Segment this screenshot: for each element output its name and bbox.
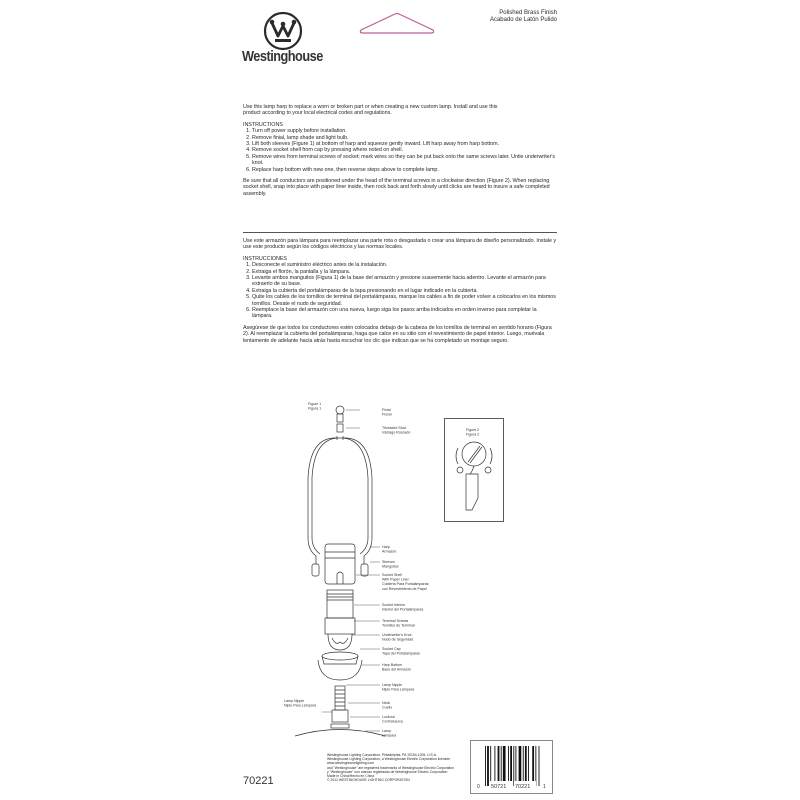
upc-middle-2: 70221 <box>515 784 531 790</box>
figure-1-part-label: Harp Bottom <box>382 663 403 667</box>
step: 3. Lift both sleeves (Figure 1) at bottom of harp and squeeze gently inward. Lift harp away from harp bottom. <box>252 141 557 147</box>
figure-1-part-label: Sleeves <box>382 560 395 564</box>
barcode-bar <box>510 746 512 786</box>
figure-1-part-label: Harp <box>382 545 390 549</box>
figure-1-part-label: Armazón <box>382 549 397 554</box>
spanish-section <box>243 238 557 344</box>
divider <box>243 232 557 233</box>
step: 3. Levante ambos manguitos (Figura 1) de la base del armazón y presione suavemente hacia adentro. Levante el armazón para extraerlo de su base. <box>252 275 557 288</box>
barcode-bar <box>535 746 536 786</box>
legal-line: Westinghouse Lighting Corporation, a Westinghouse Electric Corporation licensee <box>327 757 451 762</box>
figure-1-part-label: Neck <box>382 701 391 705</box>
figure-1-part-label: Threaded Stud <box>382 426 406 430</box>
barcode-bar <box>487 746 489 786</box>
figure-1-title: Figure 1 <box>308 402 322 406</box>
step: 2. Extraiga el florón, la pantalla y la lámpara. <box>252 269 557 275</box>
figure-1-part-label: Underwriter's Knot <box>382 633 412 637</box>
figure-1-part-label: Tapa del Portalámparas <box>382 651 420 656</box>
figure-1-part-label: Socket Cap <box>382 647 401 651</box>
step: 6. Reemplace la base del armazón con una nueva, luego siga los pasos arriba indicados en orden inverso para completar la lámpara. <box>252 307 557 320</box>
safety-note-es: Asegúrese de que todos los conductores estén colocados debajo de la cabeza de los tornillos de terminal en sentido horario (Figura 2). Al reemplazar la cubierta del portalámparas, haga que calce en su sitio con el revestimiento de papel interior. Luego, muévala lentamente de adelante hacia atrás hasta escuchar los clic que indican que se ha completado un montaje seguro. <box>243 324 552 344</box>
barcode-bar <box>490 746 491 786</box>
legal-line: © 2012 WESTINGHOUSE LIGHTING CORPORATION <box>327 778 410 783</box>
figure-1-part-label: Base del Armazón <box>382 667 412 672</box>
barcode-bar <box>498 746 500 786</box>
figure-1-part-label: With Paper Liner <box>382 577 409 582</box>
westinghouse-logo-icon <box>262 10 304 52</box>
finish-es: Acabado de Latón Pulido <box>489 17 557 23</box>
english-section <box>243 104 557 197</box>
legal-line: Westinghouse Lighting Corporation, Philadelphia, PA 19154-1205, U.S.A. <box>327 753 437 757</box>
barcode-bar <box>532 746 534 786</box>
safety-note: Be sure that all conductors are positioned under the head of the terminal screws in a clockwise direction (Figure 2). When replacing socket shell, snap into place with paper liner inside, then rock back and forth slowly until clicks are heard to insure a safe completed assembly. <box>243 178 550 197</box>
figure-1-part-label: Niple Para Lámpara <box>382 687 414 692</box>
figure-2-title-es: Figura 2 <box>466 432 480 437</box>
barcode-bar <box>513 746 514 786</box>
left-label-lamp-nipple-es: Niple Para Lámpara <box>284 703 316 708</box>
figure-1-part-label: Contratuerca <box>382 719 403 724</box>
figure-1-part-label: con Revestimiento de Papel <box>382 586 427 591</box>
step: 1. Desconecte el suministro eléctrico antes de la instalación. <box>252 262 557 268</box>
legal-line: Made in China/Hecho en China <box>327 774 375 779</box>
figure-1-title-es: Figura 1 <box>308 406 322 411</box>
hang-hole-icon <box>357 10 437 36</box>
finish-label <box>470 10 557 24</box>
barcode-bar <box>525 746 527 786</box>
barcode-bar <box>523 746 524 786</box>
figure-2-diagram <box>444 418 504 522</box>
barcode-bar <box>528 746 529 786</box>
figure-1-part-label: Finial <box>382 408 391 412</box>
figure-1-part-label: Socket Shell <box>382 573 402 577</box>
upc-barcode-box <box>470 740 553 794</box>
instructions-list-es <box>243 262 557 320</box>
sku-number: 70221 <box>243 775 274 787</box>
barcode-bar <box>515 746 516 786</box>
step: 4. Extraiga la cubierta del portalámparas de la tapa presionando en el lugar indicado en la cubierta. <box>252 288 557 294</box>
figure-1-part-label: Lámpara <box>382 733 397 738</box>
legal-line: y "Westinghouse" son marcas registradas de Westinghouse Electric Corporation <box>327 769 448 774</box>
barcode-bar <box>508 746 509 786</box>
figure-1-part-label: Lamp Nipple <box>382 683 403 687</box>
legal-line: and "Westinghouse" are registered trademarks of Westinghouse Electric Corporation <box>327 765 455 770</box>
figure-1-part-label: Cubierta Para Portalámparas <box>382 582 429 587</box>
figure-1-part-label: Locknut <box>382 715 395 719</box>
figure-1-part-label: Manguitos <box>382 564 399 569</box>
figure-1-part-label: Cuello <box>382 705 393 710</box>
instructions-list <box>243 128 557 173</box>
instructions-heading: INSTRUCTIONS <box>243 121 283 128</box>
step: 6. Replace harp bottom with new one, then reverse steps above to complete lamp. <box>252 167 557 173</box>
step: 1. Turn off power supply before installation. <box>252 128 557 134</box>
upc-right: 1 <box>543 784 546 790</box>
step: 4. Remove socket shell from cap by pressing where noted on shell. <box>252 147 557 153</box>
left-label-lamp-nipple: Lamp Nipple <box>284 699 305 703</box>
barcode-bar <box>503 746 506 786</box>
figure-1-part-label: Terminal Screws <box>382 619 409 623</box>
upc-middle-1: 50721 <box>491 784 507 790</box>
step: 5. Quite los cables de los tornillos de terminal del portalámparas, marque los cables a fin de poder volver a colocarlos en los mismos tornillos. Desate el nudo de seguridad. <box>252 294 557 307</box>
barcode-bar <box>485 746 486 786</box>
figure-1-part-label: Nudo de Seguridad <box>382 637 413 642</box>
step: 5. Remove wires from terminal screws of socket; mark wires so they can be put back onto the same screws later. Untie underwriter's knot. <box>252 154 557 167</box>
figure-1-part-label: Lamp <box>382 729 391 733</box>
intro-text-es: Use este armazón para lámpara para reemplazar una parte rota o desgastada o crear una lámpara de diseño personalizado. Instale y use este producto según los códigos eléctricos y las normas locales. <box>243 238 557 251</box>
intro-text: Use this lamp harp to replace a worn or broken part or when creating a new custom lamp. Install and use this product according to your local electrical codes and regulations. <box>243 104 498 117</box>
barcode-bar <box>539 746 540 786</box>
figure-1-part-label: Tornillos de Terminal <box>382 623 415 628</box>
upc-left: 0 <box>477 784 480 790</box>
instructions-heading-es: INSTRUCCIONES <box>243 255 287 262</box>
barcode-bar <box>501 746 502 786</box>
figure-1-part-label: Interior del Portalámparas <box>382 607 424 612</box>
step: 2. Remove finial, lamp shade and light bulb. <box>252 135 557 141</box>
barcode-icon <box>471 741 552 793</box>
figure-2-title: Figure 2 <box>466 428 480 432</box>
legal-text <box>327 753 467 782</box>
barcode-bar <box>494 746 495 786</box>
figure-1-part-label: Florón <box>382 412 393 417</box>
figure-1-part-label: Vástago Roscado <box>382 430 411 435</box>
barcode-bar <box>519 746 522 786</box>
finish-en: Polished Brass Finish <box>499 10 557 16</box>
figure-1-diagram <box>280 398 440 738</box>
brand-name: Westinghouse <box>242 48 323 65</box>
legal-line: www.westinghouselighting.com <box>327 761 374 766</box>
figure-1-part-label: Socket Interior <box>382 603 406 607</box>
